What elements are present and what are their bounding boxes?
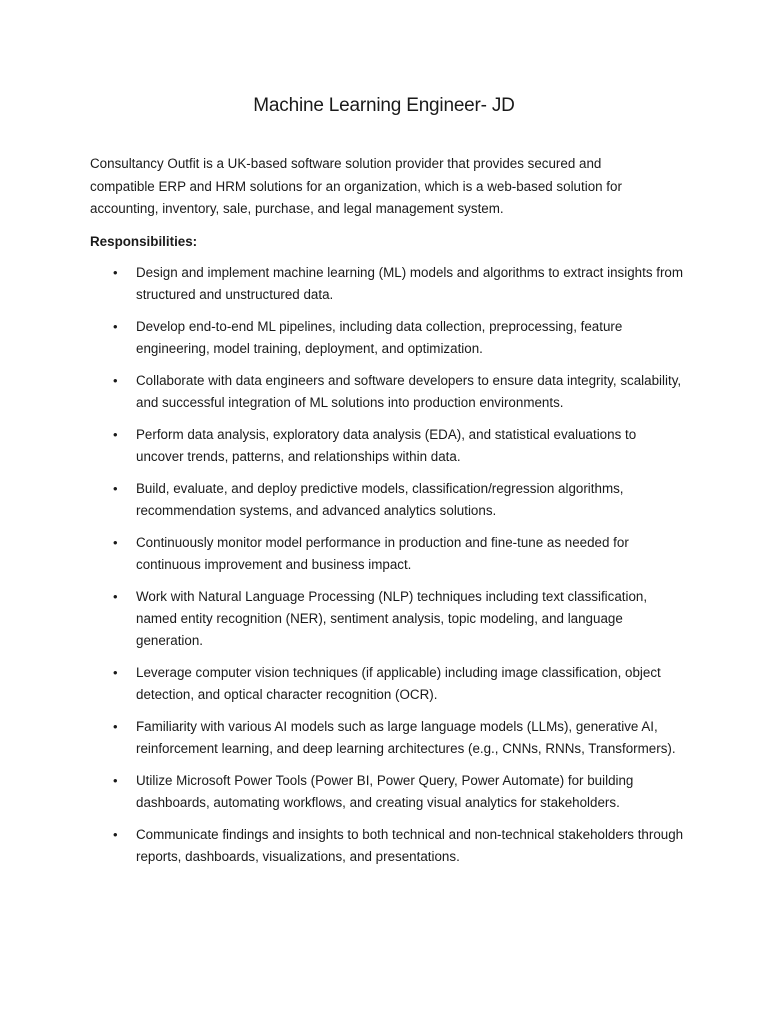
responsibility-item [0, 478, 684, 522]
responsibility-text: Communicate findings and insights to both technical and non-technical stakeholders through reports, dashboards, visualizations, and presentations. [136, 827, 684, 864]
bullet-icon: • [113, 827, 118, 842]
bullet-icon: • [113, 589, 118, 604]
responsibility-text: Familiarity with various AI models such as large language models (LLMs), generative AI, reinforcement learning, and deep learning architectures (e.g., CNNs, RNNs, Transformers). [136, 719, 676, 756]
responsibility-item [0, 662, 684, 706]
responsibility-item [0, 316, 684, 360]
responsibility-item [0, 262, 684, 306]
responsibility-text: Design and implement machine learning (ML) models and algorithms to extract insights from structured and unstructured data. [136, 265, 684, 302]
bullet-icon: • [113, 373, 118, 388]
bullet-icon: • [113, 719, 118, 734]
responsibility-item [0, 716, 684, 760]
responsibility-item [0, 586, 684, 652]
responsibilities-heading: Responsibilities: [90, 234, 198, 249]
responsibility-text: Perform data analysis, exploratory data analysis (EDA), and statistical evaluations to uncover trends, patterns, and relationships within data. [136, 427, 637, 464]
bullet-icon: • [113, 481, 118, 496]
bullet-icon: • [113, 319, 118, 334]
intro-paragraph: Consultancy Outfit is a UK-based software solution provider that provides secured and compatible ERP and HRM solutions for an organization, which is a web-based solution for accounting, inventory, sale, purchase, and legal management system. [90, 156, 622, 216]
responsibility-item [0, 370, 684, 414]
responsibility-item [0, 424, 684, 468]
responsibility-text: Leverage computer vision techniques (if applicable) including image classification, object detection, and optical character recognition (OCR). [136, 665, 661, 702]
responsibility-text: Work with Natural Language Processing (NLP) techniques including text classification, named entity recognition (NER), sentiment analysis, topic modeling, and language generation. [136, 589, 648, 648]
responsibility-text: Develop end-to-end ML pipelines, including data collection, preprocessing, feature engineering, model training, deployment, and optimization. [136, 319, 623, 356]
responsibility-item [0, 770, 684, 814]
responsibility-text: Collaborate with data engineers and software developers to ensure data integrity, scalability, and successful integration of ML solutions into production environments. [136, 373, 682, 410]
bullet-icon: • [113, 773, 118, 788]
responsibilities-list [0, 262, 768, 878]
bullet-icon: • [113, 265, 118, 280]
bullet-icon: • [113, 535, 118, 550]
bullet-icon: • [113, 665, 118, 680]
document-title: Machine Learning Engineer- JD [253, 95, 515, 116]
responsibility-text: Continuously monitor model performance in production and fine-tune as needed for continuous improvement and business impact. [136, 535, 629, 572]
bullet-icon: • [113, 427, 118, 442]
responsibility-text: Build, evaluate, and deploy predictive models, classification/regression algorithms, recommendation systems, and advanced analytics solutions. [136, 481, 624, 518]
responsibility-item [0, 824, 684, 868]
responsibility-item [0, 532, 684, 576]
responsibility-text: Utilize Microsoft Power Tools (Power BI, Power Query, Power Automate) for building dashboards, automating workflows, and creating visual analytics for stakeholders. [136, 773, 634, 810]
